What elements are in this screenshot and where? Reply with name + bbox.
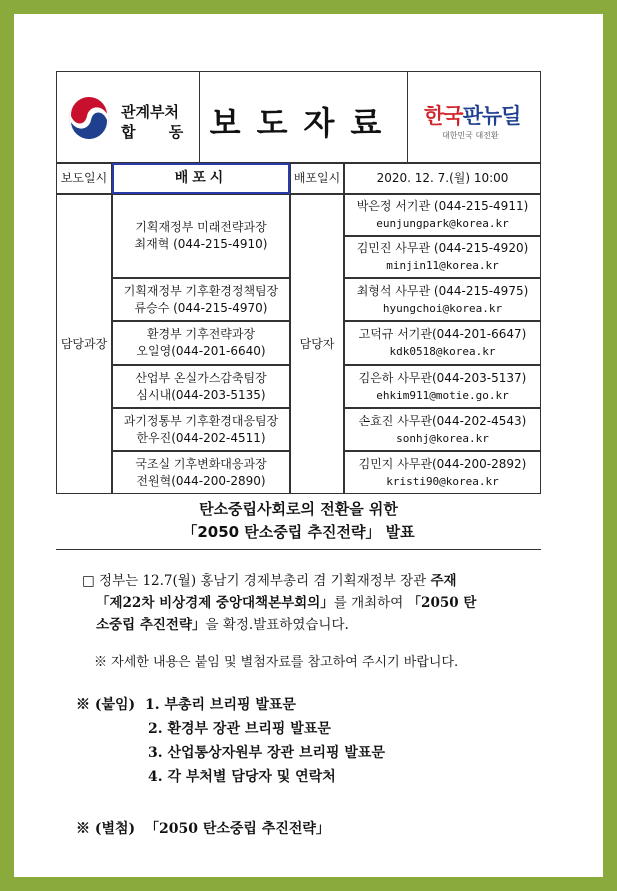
government-emblem-icon (67, 96, 111, 140)
staff-name: 손효진 사무관(044-202-4543) (358, 413, 527, 428)
manager-dept: 기획재정부 기후환경정책팀장 (123, 283, 279, 298)
annex-item: 「2050 탄소중립 추진전략」 (145, 821, 330, 837)
staff-cell (344, 451, 541, 494)
staff-cell (344, 278, 541, 321)
release-label: 보도일시 (56, 163, 112, 194)
manager-dept: 기획재정부 미래전략과장 (135, 220, 267, 234)
attachment-item: 1. 부총리 브리핑 발표문 (145, 697, 296, 713)
staff-email: kristi90@korea.kr (386, 474, 499, 488)
p1-prefix: □ 정부는 12.7(월) 홍남기 경제부총리 겸 기획재정부 장관 (82, 573, 431, 589)
attachment-item: 3. 산업통상자원부 장관 브리핑 발표문 (148, 745, 385, 761)
headline-line2: 「2050 탄소중립 추진전략」 발표 (182, 523, 415, 541)
logo-cell (408, 72, 542, 162)
staff-name: 고덕규 서기관(044-201-6647) (358, 327, 527, 341)
staff-name: 김민지 사무관(044-200-2892) (358, 456, 527, 471)
staff-email: kdk0518@korea.kr (389, 345, 496, 358)
korean-new-deal-logo (424, 100, 520, 130)
attachment-item: 4. 각 부처별 담당자 및 연락처 (148, 769, 336, 785)
staff-name: 김은하 사무관(044-203-5137) (358, 370, 527, 385)
staff-cell (344, 365, 541, 408)
p1-line3-bold: 소중립 추진전략」 (96, 617, 206, 633)
staff-cell (344, 321, 541, 365)
headline-line1: 탄소중립사회로의 전환을 위한 (199, 500, 398, 518)
manager-head: 한우진(044-202-4511) (136, 430, 266, 445)
manager-cell (112, 194, 290, 278)
press-header (56, 71, 541, 163)
logo-left-text: 한국 (424, 104, 463, 128)
dist-label: 배포일시 (290, 163, 344, 194)
staff-email: ehkim911@motie.go.kr (376, 388, 509, 402)
annex-label: ※ (별첨) (76, 821, 136, 837)
manager-dept: 과기정통부 기후환경대응팀장 (123, 413, 279, 428)
manager-cell (112, 321, 290, 365)
staff-email: minjin11@korea.kr (386, 259, 499, 272)
attach-label: ※ (붙임) (76, 697, 136, 713)
p1-bold1: 주재 (430, 573, 457, 589)
p1-line2-rest: 를 개최하여 (333, 595, 408, 611)
title-cell (200, 72, 408, 162)
section-label-staff: 담당자 (290, 194, 344, 494)
logo-subtitle: 대한민국 대전환 (442, 131, 499, 140)
manager-cell (112, 451, 290, 494)
headline-divider (56, 549, 541, 550)
p1-line2-bold: 「제22차 비상경제 중앙대책본부회의」 (96, 595, 334, 611)
logo-right-text: 판뉴딜 (462, 104, 521, 128)
manager-head: 류승수 (044-215-4970) (134, 300, 268, 315)
staff-email: sonhj@korea.kr (396, 431, 489, 445)
manager-dept: 환경부 기후전략과장 (146, 327, 256, 341)
manager-head: 전원혁(044-200-2890) (136, 473, 266, 488)
manager-cell (112, 278, 290, 321)
reference-note: ※ 자세한 내용은 붙임 및 별첨자료를 참고하여 주시기 바랍니다. (94, 655, 459, 670)
manager-cell (112, 408, 290, 451)
manager-cell (112, 365, 290, 408)
section-label-managers: 담당과장 (56, 194, 112, 494)
manager-dept: 산업부 온실가스감축팀장 (135, 370, 267, 385)
press-release-title: 보도자료 (209, 104, 398, 142)
attachment-item: 2. 환경부 장관 브리핑 발표문 (148, 721, 331, 737)
staff-cell (344, 194, 541, 236)
staff-name: 최형석 사무관 (044-215-4975) (356, 283, 529, 298)
p1-line3-rest: 을 확정.발표하였습니다. (205, 617, 349, 633)
manager-head: 오일영(044-201-6640) (136, 344, 266, 358)
staff-name: 박은정 서기관 (044-215-4911) (356, 199, 529, 213)
dept-line1: 관계부처 (121, 103, 179, 121)
staff-cell (344, 408, 541, 451)
staff-cell (344, 236, 541, 278)
body-paragraph (82, 570, 552, 636)
manager-dept: 국조실 기후변화대응과장 (135, 456, 267, 471)
staff-email: hyungchoi@korea.kr (382, 301, 503, 315)
dept-line2: 합 동 (121, 123, 198, 141)
staff-email: eunjungpark@korea.kr (376, 217, 509, 230)
p1-line2-bold2: 「2050 탄 (407, 595, 477, 611)
manager-head: 최재혁 (044-215-4910) (134, 237, 268, 251)
staff-name: 김민진 사무관 (044-215-4920) (356, 241, 529, 255)
dept-label (121, 102, 197, 142)
manager-head: 심시내(044-203-5135) (136, 387, 266, 402)
release-value: 배포시 (112, 163, 290, 194)
dept-cell (57, 72, 200, 162)
dist-value: 2020. 12. 7.(월) 10:00 (344, 163, 541, 194)
